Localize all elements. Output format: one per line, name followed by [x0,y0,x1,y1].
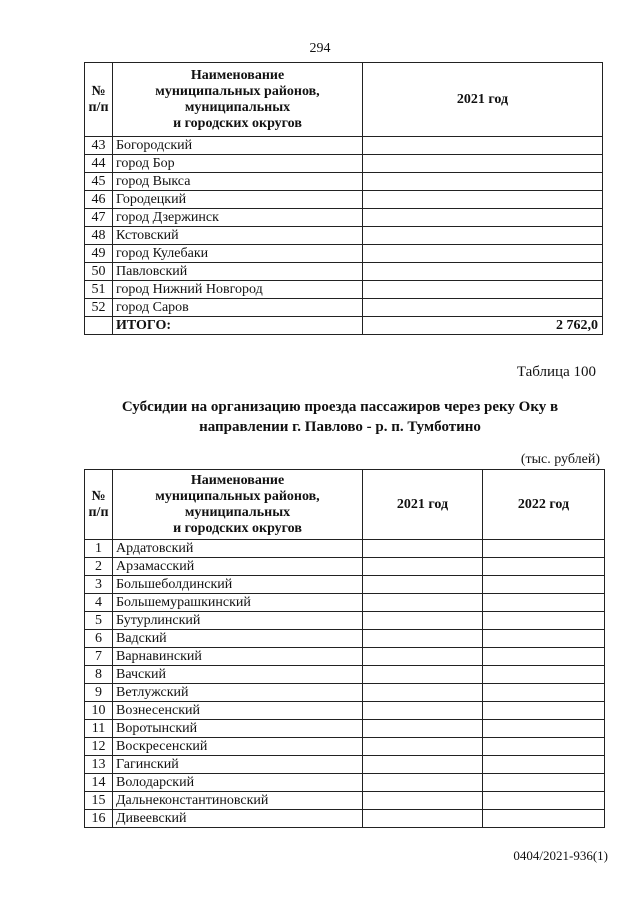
table-row [85,558,605,576]
row-number: 43 [85,137,113,155]
header-2021: 2021 год [363,63,603,137]
table-row [85,792,605,810]
row-name: Городецкий [113,191,363,209]
row-value-2021 [363,281,603,299]
table-row [85,756,605,774]
row-value-2021 [363,738,483,756]
row-number: 5 [85,612,113,630]
table-row [85,702,605,720]
total-label: ИТОГО: [113,317,363,335]
row-value-2021 [363,702,483,720]
row-number: 11 [85,720,113,738]
row-name: Воскресенский [113,738,363,756]
row-number: 9 [85,684,113,702]
row-value-2022 [483,666,605,684]
row-name: Большеболдинский [113,576,363,594]
row-value-2021 [363,792,483,810]
row-value-2021 [363,774,483,792]
table-row [85,155,603,173]
row-number: 48 [85,227,113,245]
document-code: 0404/2021-936(1) [513,848,608,863]
row-value-2022 [483,774,605,792]
row-number: 3 [85,576,113,594]
table-row [85,774,605,792]
table-row [85,540,605,558]
row-number: 2 [85,558,113,576]
header-name: Наименование муниципальных районов, муниципальных и городских округов [113,63,363,137]
row-value-2022 [483,702,605,720]
header-2022: 2022 год [483,470,605,540]
row-value-2021 [363,612,483,630]
row-number: 8 [85,666,113,684]
row-value-2021 [363,630,483,648]
row-value-2021 [363,720,483,738]
header-name: Наименование муниципальных районов, муниципальных и городских округов [113,470,363,540]
table-row [85,684,605,702]
header-2021: 2021 год [363,470,483,540]
row-value-2021 [363,576,483,594]
row-number: 51 [85,281,113,299]
table-row [85,173,603,191]
table-row [85,738,605,756]
row-name: Варнавинский [113,648,363,666]
row-number: 6 [85,630,113,648]
row-number: 15 [85,792,113,810]
total-row [85,317,603,335]
row-value-2021 [363,666,483,684]
row-value-2022 [483,756,605,774]
row-value-2021 [363,684,483,702]
table-row [85,227,603,245]
row-value-2021 [363,263,603,281]
total-empty [85,317,113,335]
row-number: 10 [85,702,113,720]
row-name: Павловский [113,263,363,281]
header-num: № п/п [85,63,113,137]
row-name: Кстовский [113,227,363,245]
row-value-2021 [363,137,603,155]
table-row [85,263,603,281]
row-name: Дивеевский [113,810,363,828]
row-value-2021 [363,155,603,173]
row-number: 46 [85,191,113,209]
page-number: 294 [309,41,331,56]
row-value-2022 [483,738,605,756]
row-value-2022 [483,648,605,666]
row-number: 4 [85,594,113,612]
table-row [85,630,605,648]
table-row [85,245,603,263]
row-name: Бутурлинский [113,612,363,630]
row-value-2021 [363,245,603,263]
table-title: Субсидии на организацию проезда пассажиров через реку Оку в направлении г. Павлово - р. п. Тумботино [121,399,559,435]
row-name: город Кулебаки [113,245,363,263]
table-row [85,612,605,630]
row-name: Арзамасский [113,558,363,576]
row-value-2022 [483,810,605,828]
row-number: 1 [85,540,113,558]
row-number: 14 [85,774,113,792]
row-number: 7 [85,648,113,666]
row-value-2021 [363,594,483,612]
units-label: (тыс. рублей) [520,452,600,467]
header-num: № п/п [85,470,113,540]
row-name: Богородский [113,137,363,155]
row-value-2021 [363,209,603,227]
row-value-2021 [363,540,483,558]
row-number: 50 [85,263,113,281]
row-value-2022 [483,612,605,630]
row-name: город Бор [113,155,363,173]
table-row [85,191,603,209]
row-number: 52 [85,299,113,317]
row-value-2021 [363,756,483,774]
row-value-2021 [363,227,603,245]
table-row [85,648,605,666]
table-row [85,576,605,594]
row-value-2022 [483,594,605,612]
row-name: Вознесенский [113,702,363,720]
row-number: 44 [85,155,113,173]
row-value-2021 [363,810,483,828]
row-value-2021 [363,299,603,317]
row-number: 49 [85,245,113,263]
table-label: Таблица 100 [516,364,596,380]
row-number: 45 [85,173,113,191]
row-value-2022 [483,558,605,576]
row-name: город Нижний Новгород [113,281,363,299]
table-row [85,720,605,738]
row-value-2022 [483,630,605,648]
row-name: Володарский [113,774,363,792]
row-value-2022 [483,540,605,558]
row-name: город Саров [113,299,363,317]
table-row [85,666,605,684]
row-name: Воротынский [113,720,363,738]
row-name: Ветлужский [113,684,363,702]
row-value-2021 [363,648,483,666]
table-row [85,810,605,828]
row-name: Вадский [113,630,363,648]
row-value-2022 [483,720,605,738]
table-row [85,594,605,612]
row-name: Вачский [113,666,363,684]
row-number: 47 [85,209,113,227]
row-name: Ардатовский [113,540,363,558]
row-value-2021 [363,191,603,209]
table-row [85,137,603,155]
row-name: Гагинский [113,756,363,774]
total-value: 2 762,0 [363,317,603,335]
row-value-2021 [363,173,603,191]
row-name: город Выкса [113,173,363,191]
row-number: 12 [85,738,113,756]
row-value-2022 [483,576,605,594]
row-value-2022 [483,684,605,702]
row-name: город Дзержинск [113,209,363,227]
row-number: 16 [85,810,113,828]
table-continued [84,62,603,335]
table-row [85,209,603,227]
row-name: Большемурашкинский [113,594,363,612]
table-row [85,281,603,299]
row-name: Дальнеконстантиновский [113,792,363,810]
row-value-2022 [483,792,605,810]
table-100 [84,469,605,828]
row-value-2021 [363,558,483,576]
row-number: 13 [85,756,113,774]
table-row [85,299,603,317]
